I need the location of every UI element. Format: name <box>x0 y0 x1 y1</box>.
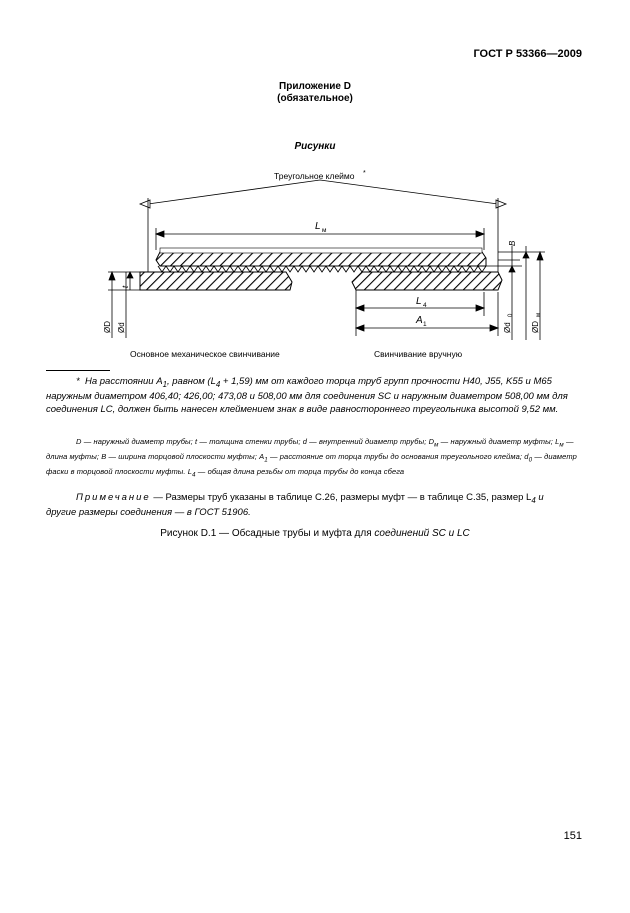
dim-d0: Ød <box>503 322 512 333</box>
thread-length-dimensions <box>356 290 498 336</box>
pipe-right <box>352 272 502 290</box>
casing-coupling-drawing <box>0 160 630 370</box>
figure-caption: Рисунок D.1 — Обсадные трубы и муфта для соединений SC и LC <box>160 528 470 539</box>
dim-D: ØD <box>103 321 112 333</box>
dim-lm: L <box>315 221 321 232</box>
dim-A1: A <box>416 315 423 326</box>
thread-profile <box>158 266 486 272</box>
dim-A1-sub: 1 <box>423 321 427 328</box>
pipe-left <box>140 272 292 290</box>
caption-mechanical-makeup: Основное механическое свинчивание <box>130 349 280 359</box>
section-title: Рисунки <box>294 141 336 152</box>
dim-L4-sub: 4 <box>423 302 427 309</box>
dim-Dm: ØD <box>531 321 540 333</box>
dim-d: Ød <box>117 322 126 333</box>
dim-lm-sub: м <box>322 227 327 234</box>
dim-d0-sub: 0 <box>508 313 514 317</box>
footnote: * На расстоянии $A_1$, равном $(L_4 + 1,59)$ мм от каждого торца труб групп прочности H40, J55, K55 и M65 наружным диаметром 406,40; 426,00; 473,08 и 508,00 мм для соединения SC и наружным диаметром 508,00 мм для соединения LC, должен быть нанесен клеймением знак в виде равностороннего треугольника высотой 9,52 мм. <box>46 376 568 415</box>
note: Примечание — Размеры труб указаны в таблице C.26, размеры муфт — в таблице C.35, размер $L_4$ и другие размеры соединения — в ГОСТ 51906. <box>46 492 544 519</box>
dim-B: B <box>508 240 517 246</box>
symbols-legend: D — наружный диаметр трубы; t — толщина стенки трубы; d — внутренний диаметр трубы; $D_м$ — наружный диаметр муфты; $L_м$ — длина муфты; B — ширина торцовой плоскости муфты; $A_1$ — расстояние от торца трубы до основания треугольного клейма; $d_0$ — диаметр фаски в торцовой плоскости муфты. $L_4$ — общая длина резьбы от торца трубы до конца сбега <box>46 437 577 479</box>
footnote-divider <box>46 370 110 371</box>
dim-t: t <box>121 285 130 288</box>
dim-Dm-sub: м <box>536 312 542 317</box>
document-header: ГОСТ Р 53366—2009 <box>473 48 582 60</box>
coupling-body <box>156 248 486 266</box>
caption-hand-makeup: Свинчивание вручную <box>374 349 463 359</box>
appendix-title: Приложение D <box>279 81 351 92</box>
page-number: 151 <box>563 830 582 842</box>
stamp-label-mark: * <box>363 170 366 177</box>
appendix-subtitle: (обязательное) <box>277 93 353 104</box>
dim-L4: L <box>416 296 422 307</box>
stamp-label: Треугольное клеймо <box>274 171 355 181</box>
